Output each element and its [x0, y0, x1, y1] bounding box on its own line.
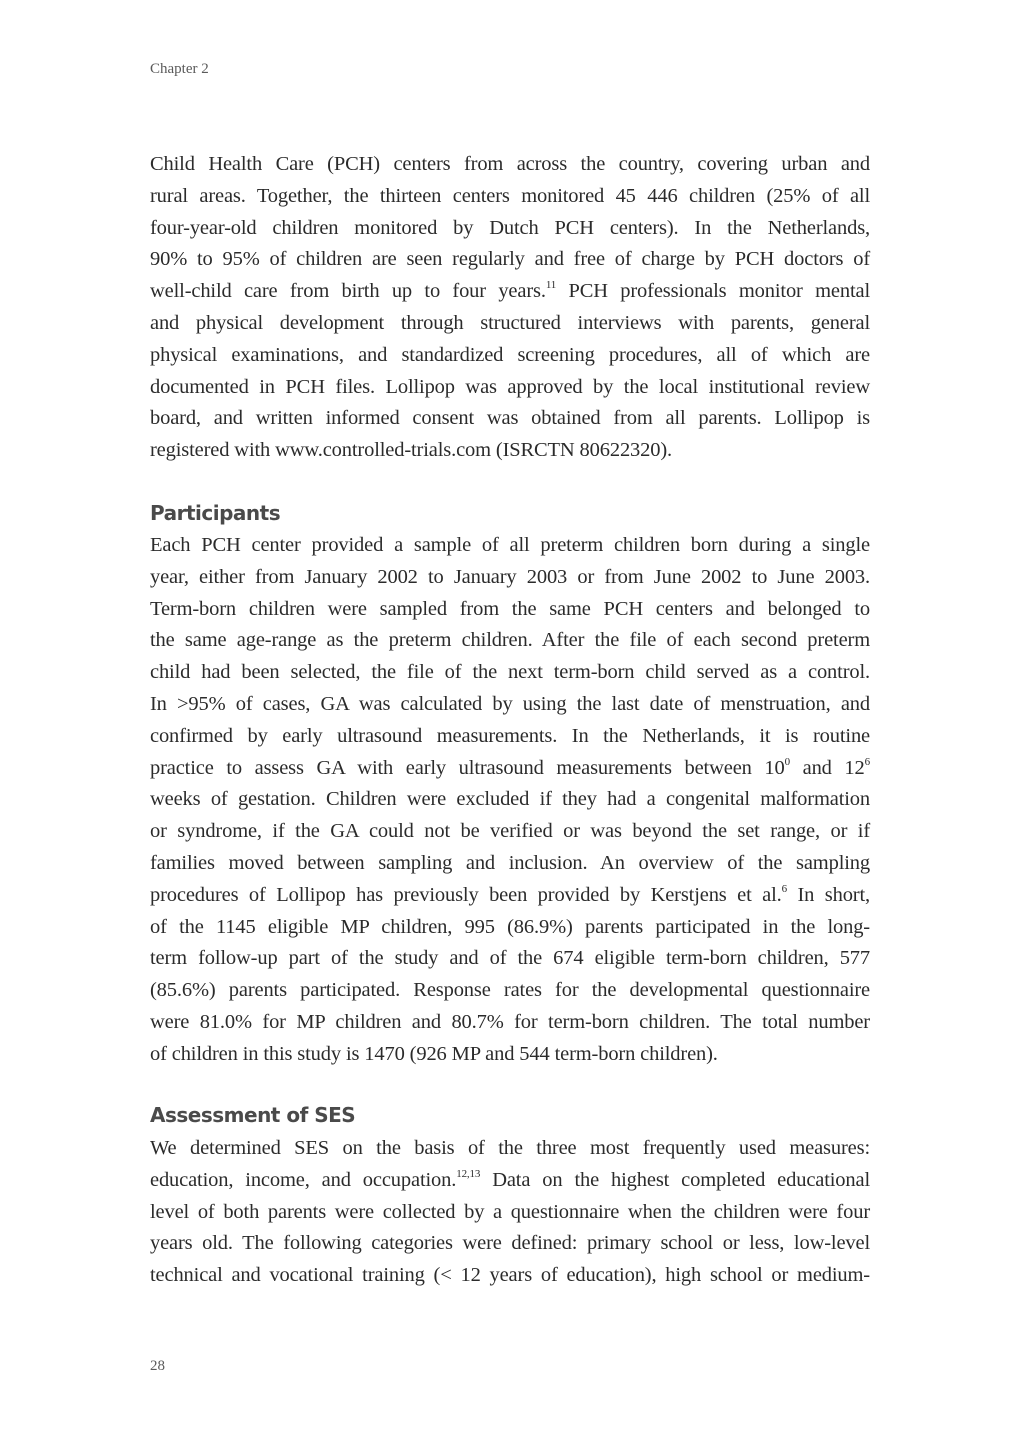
- ses-paragraph: [150, 1133, 870, 1292]
- text-line: Child Health Care (PCH) centers from across the country, covering urban and: [150, 153, 870, 175]
- text-line: procedures of Lollipop has previously been provided by Kerstjens et al.$^6$ In short,: [150, 882, 871, 906]
- text-line: Each PCH center provided a sample of all preterm children born during a single: [150, 534, 870, 556]
- text-line: physical examinations, and standardized screening procedures, all of which are: [150, 343, 870, 366]
- footnote-ref: 11: [545, 279, 557, 292]
- text-line: technical and vocational training (< 12 years of education), high school or medium-: [150, 1264, 870, 1287]
- page-number: 28: [150, 1358, 165, 1374]
- text-line: We determined SES on the basis of the three most frequently used measures:: [150, 1137, 870, 1159]
- running-head: Chapter 2: [150, 61, 209, 77]
- text-line: or syndrome, if the GA could not be verified or was beyond the set range, or if: [150, 820, 870, 843]
- text-line: education, income, and occupation.$^{12,13}$ Data on the highest completed educational: [150, 1167, 870, 1191]
- text-line: term follow-up part of the study and of the 674 eligible term-born children, 577: [150, 947, 870, 970]
- text-line: the same age-range as the preterm children. After the file of each second preterm: [150, 629, 870, 652]
- footnote-ref: 6: [781, 882, 787, 895]
- text-line: of the 1145 eligible MP children, 995 (86.9%) parents participated in the long-: [150, 915, 870, 938]
- ses-section: [150, 1099, 870, 1131]
- text-line: weeks of gestation. Children were excluded if they had a congenital malformation: [150, 788, 870, 811]
- text-line: registered with www.controlled-trials.com (ISRCTN 80622320).: [150, 439, 672, 462]
- text-line: 90% to 95% of children are seen regularly and free of charge by PCH doctors of: [150, 248, 870, 271]
- text-line: Term-born children were sampled from the same PCH centers and belonged to: [150, 597, 870, 620]
- intro-paragraph: [150, 149, 870, 467]
- participants-paragraph: [150, 530, 870, 1071]
- participants-section: [150, 497, 870, 529]
- text-line: In >95% of cases, GA was calculated by using the last date of menstruation, and: [150, 692, 870, 715]
- text-line: well-child care from birth up to four years.$^{11}$ PCH professionals monitor mental: [150, 279, 870, 303]
- section-heading-participants: Participants: [150, 501, 281, 525]
- section-heading-ses: Assessment of SES: [150, 1103, 356, 1127]
- text-line: year, either from January 2002 to January 2003 or from June 2002 to June 2003.: [150, 565, 870, 588]
- text-line: practice to assess GA with early ultrasound measurements between $10^0$ and $12^6$: [150, 755, 870, 779]
- text-line: were 81.0% for MP children and 80.7% for term-born children. The total number: [150, 1010, 870, 1033]
- footnote-ref: 12,13: [456, 1167, 481, 1180]
- text-line: and physical development through structured interviews with parents, general: [150, 311, 870, 334]
- text-line: rural areas. Together, the thirteen centers monitored 45 446 children (25% of all: [150, 184, 870, 207]
- text-line: child had been selected, the file of the next term-born child served as a control.: [150, 661, 870, 684]
- text-line: board, and written informed consent was obtained from all parents. Lollipop is: [150, 407, 870, 430]
- text-line: of children in this study is 1470 (926 MP and 544 term-born children).: [150, 1042, 718, 1065]
- text-line: families moved between sampling and inclusion. An overview of the sampling: [150, 851, 870, 874]
- text-line: level of both parents were collected by a questionnaire when the children were four: [150, 1200, 870, 1223]
- text-line: (85.6%) parents participated. Response rates for the developmental questionnaire: [150, 979, 870, 1002]
- text-line: documented in PCH files. Lollipop was approved by the local institutional review: [150, 375, 870, 398]
- text-line: years old. The following categories were defined: primary school or less, low-level: [150, 1232, 870, 1255]
- text-line: confirmed by early ultrasound measurements. In the Netherlands, it is routine: [150, 724, 870, 747]
- text-line: four-year-old children monitored by Dutch PCH centers). In the Netherlands,: [150, 216, 870, 239]
